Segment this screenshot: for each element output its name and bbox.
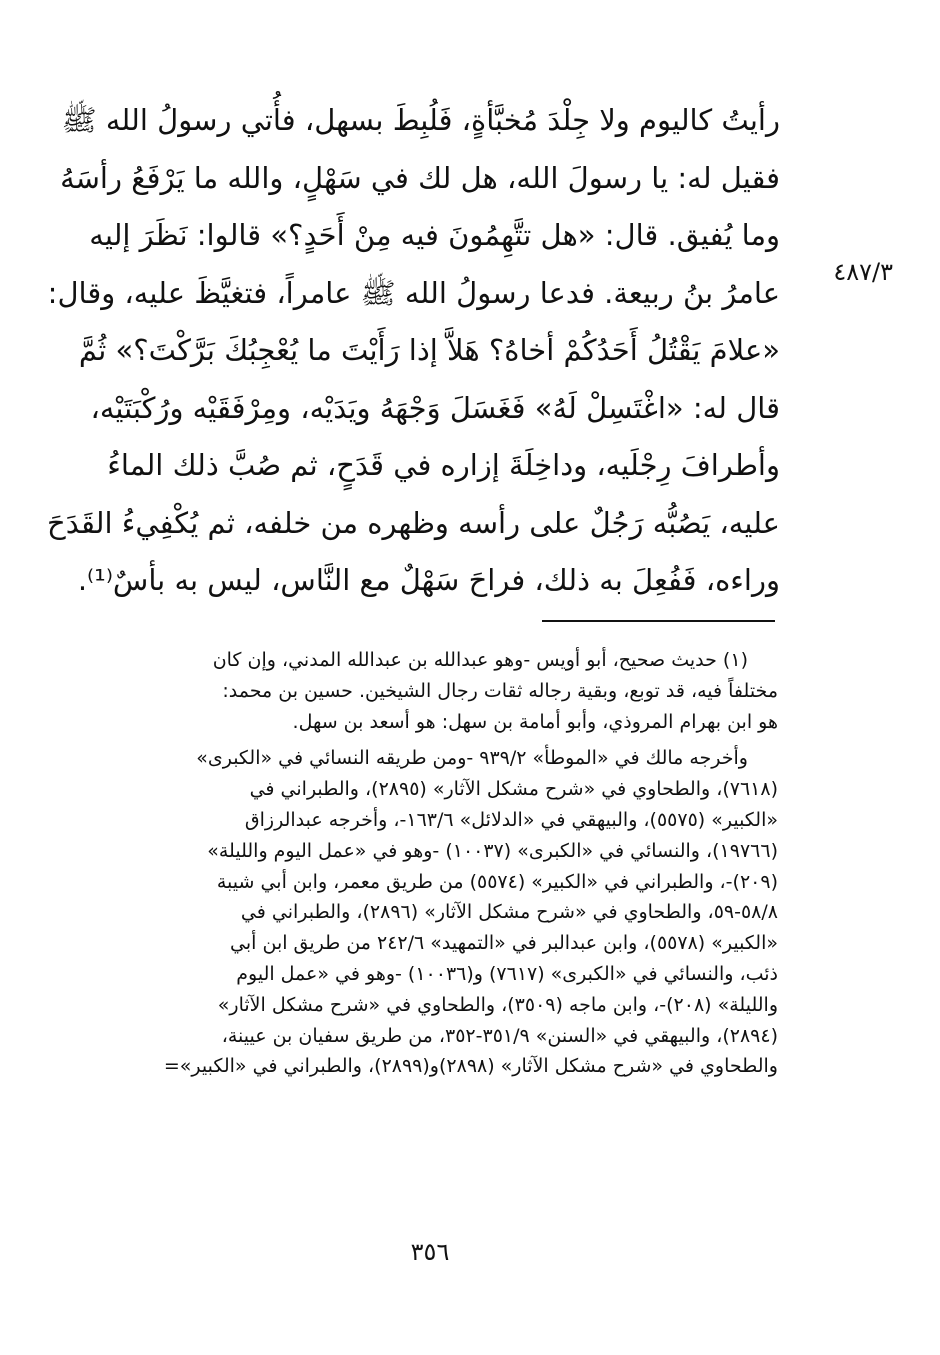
margin-volume-page-reference: ٤٨٧/٣ xyxy=(833,258,893,286)
footnote-separator-rule xyxy=(542,620,775,622)
footnote-line: ذئب، والنسائي في «الكبرى» (٧٦١٧) و(١٠٠٣٦) -وهو في «عمل اليوم xyxy=(236,962,778,985)
footnote-line: (٧٦١٨)، والطحاوي في «شرح مشكل الآثار» (٢٨٩٥)، والطبراني في xyxy=(249,778,778,801)
main-text-line: عامرُ بنُ ربيعة. فدعا رسولُ الله ﷺ عامراً، فتغيَّظَ عليه، وقال: xyxy=(47,275,780,310)
main-text-line: «علامَ يَقْتُلُ أَحَدُكُمْ أخاهُ؟ هَلاَّ إذا رَأَيْتَ ما يُعْجِبُكَ بَرَّكْتَ؟» ثُمَّ xyxy=(78,333,780,367)
footnote-line: «الكبير» (٥٥٧٥)، والبيهقي في «الدلائل» ١٦٣/٦-، وأخرجه عبدالرزاق xyxy=(244,808,778,831)
footnote-line: (٢٠٩)-، والطبراني في «الكبير» (٥٥٧٤) من طريق معمر، وابن أبي شيبة xyxy=(216,870,778,893)
footnote-line: مختلفاً فيه، قد توبع، وبقية رجاله ثقات رجال الشيخين. حسين بن محمد: xyxy=(222,679,778,702)
footnote-line: هو ابن بهرام المروذي، وأبو أمامة بن سهل: هو أسعد بن سهل. xyxy=(292,710,778,733)
footnote-line: وأخرجه مالك في «الموطأ» ٩٣٩/٢ -ومن طريقه النسائي في «الكبرى» xyxy=(196,747,748,770)
page-number: ٣٥٦ xyxy=(410,1238,450,1266)
footnote-line: والليلة» (٢٠٨)-، وابن ماجه (٣٥٠٩)، والطحاوي في «شرح مشكل الآثار» xyxy=(217,993,778,1016)
main-text-line: وما يُفيق. قال: «هل تتَّهِمُونَ فيه مِنْ أَحَدٍ؟» قالوا: نَظَرَ إليه xyxy=(89,218,780,252)
footnote-line: (١) حديث صحيح، أبو أويس -وهو عبدالله بن عبدالله المدني، وإن كان xyxy=(212,649,748,671)
footnote-line: ٥٨/٨-٥٩، والطحاوي في «شرح مشكل الآثار» (٢٨٩٦)، والطبراني في xyxy=(240,901,778,924)
footnote-line: (٢٨٩٤)، والبيهقي في «السنن» ٣٥١/٩-٣٥٢، من طريق سفيان بن عيينة، xyxy=(221,1024,778,1047)
footnote-line: والطحاوي في «شرح مشكل الآثار» (٢٨٩٨)و(٢٨٩٩)، والطبراني في «الكبير»= xyxy=(163,1055,778,1078)
main-text-line: عليه، يَصُبُّه رَجُلٌ على رأسه وظهره من خلفه، ثم يُكْفِيءُ القَدَحَ xyxy=(47,505,780,540)
footnote-line: «الكبير» (٥٥٧٨)، وابن عبدالبر في «التمهيد» ٢٤٢/٦ من طريق ابن أبي xyxy=(230,932,778,955)
footnotes-block xyxy=(70,645,778,1082)
main-text-line: وأطرافَ رِجْلَيه، وداخِلَةَ إزاره في قَدَحٍ، ثم صُبَّ ذلك الماءُ xyxy=(107,448,780,482)
main-text-line: قال له: «اغْتَسِلْ لَهُ» فَغَسَلَ وَجْهَهُ ويَدَيْه، ومِرْفَقَيْه ورُكْبَتَيْه، xyxy=(90,390,780,425)
footnote-line: (١٩٧٦٦)، والنسائي في «الكبرى» (١٠٠٣٧) -وهو في «عمل اليوم والليلة» xyxy=(207,839,778,862)
main-text-line: رأيتُ كاليوم ولا جِلْدَ مُخبَّأةٍ، فَلُبِطَ بسهل، فأُتي رسولُ الله ﷺ xyxy=(61,103,780,137)
main-text-line: فقيل له: يا رسولَ الله، هل لك في سَهْلٍ، والله ما يَرْفَعُ رأسَهُ xyxy=(60,160,780,195)
main-text-line: وراءه، فَفُعِلَ به ذلك، فراحَ سَهْلٌ مع النَّاس، ليس به بأسٌ⁽¹⁾. xyxy=(77,563,780,597)
hadith-main-text xyxy=(47,92,780,610)
